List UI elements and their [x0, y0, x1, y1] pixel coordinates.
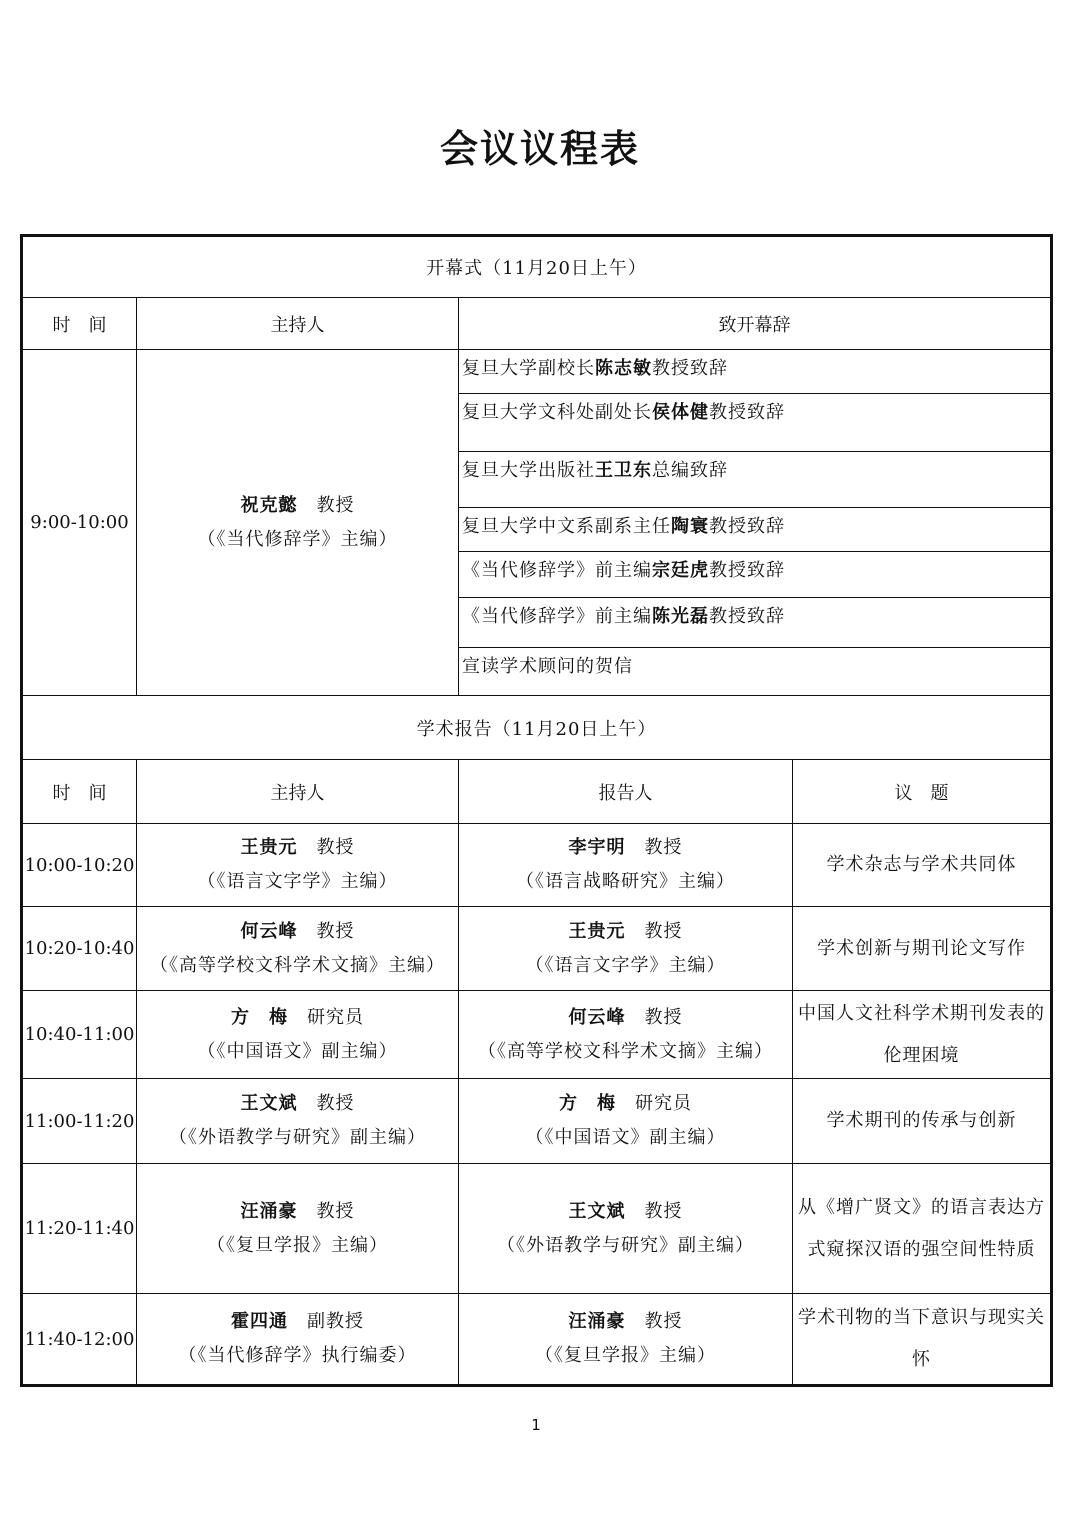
report-host-name: 何云峰 — [240, 920, 298, 942]
report-time: 10:20-10:40 — [22, 907, 137, 991]
opening-header-speech: 致开幕辞 — [459, 298, 1052, 350]
speech-suffix: 教授致辞 — [709, 606, 785, 627]
report-time: 11:40-12:00 — [22, 1294, 137, 1386]
speech-prefix: 宣读学术顾问的贺信 — [462, 656, 633, 677]
speech-speaker-name: 侯体健 — [652, 402, 709, 423]
reports-header-row — [22, 760, 1052, 824]
report-speaker-title: 教授 — [644, 1006, 683, 1028]
reports-header-topic: 议 题 — [793, 760, 1052, 824]
report-host-name: 汪涌豪 — [240, 1200, 298, 1222]
page-number: 1 — [531, 1416, 541, 1434]
report-speaker — [459, 1079, 793, 1164]
opening-section-row — [22, 236, 1052, 298]
speech-prefix: 《当代修辞学》前主编 — [462, 560, 652, 581]
report-host — [137, 991, 459, 1079]
report-host — [137, 907, 459, 991]
report-topic: 学术刊物的当下意识与现实关怀 — [793, 1294, 1052, 1386]
report-speaker-title: 教授 — [644, 1311, 683, 1332]
report-host-name: 王文斌 — [240, 1093, 298, 1114]
reports-section-row — [22, 696, 1052, 760]
report-speaker — [459, 824, 793, 907]
report-time: 11:00-11:20 — [22, 1079, 137, 1164]
report-row — [22, 991, 1052, 1079]
speech-prefix: 复旦大学文科处副处长 — [462, 402, 652, 423]
speech-prefix: 《当代修辞学》前主编 — [462, 606, 652, 627]
report-speaker-affiliation: （《语言战略研究》主编） — [516, 871, 735, 892]
report-time: 10:40-11:00 — [22, 991, 137, 1079]
reports-header-speaker: 报告人 — [459, 760, 793, 824]
report-speaker — [459, 1294, 793, 1386]
report-speaker-name: 汪涌豪 — [568, 1311, 626, 1332]
report-speaker-name: 李宇明 — [568, 837, 626, 858]
report-host-name: 方 梅 — [231, 1006, 288, 1028]
opening-host-affiliation: （《当代修辞学》主编） — [197, 528, 398, 550]
report-speaker-affiliation: （《高等学校文科学术文摘》主编） — [478, 1040, 773, 1062]
report-host — [137, 824, 459, 907]
report-row — [22, 824, 1052, 907]
report-speaker-title: 研究员 — [635, 1093, 692, 1114]
report-speaker-name: 何云峰 — [568, 1006, 626, 1028]
speech-prefix: 复旦大学中文系副系主任 — [462, 516, 671, 537]
opening-host — [137, 350, 459, 696]
report-speaker-affiliation: （《中国语文》副主编） — [525, 1127, 726, 1148]
speech-suffix: 教授致辞 — [709, 560, 785, 581]
report-host-name: 霍四通 — [231, 1311, 288, 1332]
speech-item — [459, 394, 1050, 452]
report-host-title: 教授 — [316, 920, 355, 942]
report-speaker-title: 教授 — [644, 1200, 683, 1222]
report-speaker-title: 教授 — [644, 837, 683, 858]
opening-host-title: 教授 — [316, 494, 355, 516]
report-host-name: 王贵元 — [240, 837, 298, 858]
report-topic: 学术创新与期刊论文写作 — [793, 907, 1052, 991]
speech-speaker-name: 宗廷虎 — [652, 560, 709, 581]
report-row — [22, 1294, 1052, 1386]
opening-speech-cell — [459, 350, 1052, 696]
report-host — [137, 1294, 459, 1386]
speech-prefix: 复旦大学出版社 — [462, 460, 595, 481]
opening-header-host: 主持人 — [137, 298, 459, 350]
report-speaker — [459, 1164, 793, 1294]
opening-time: 9:00-10:00 — [22, 350, 137, 696]
speech-speaker-name: 陈光磊 — [652, 606, 709, 627]
report-speaker-name: 王贵元 — [568, 920, 626, 942]
opening-header-time: 时 间 — [22, 298, 137, 350]
report-rows — [22, 824, 1052, 1386]
report-host — [137, 1079, 459, 1164]
speech-item — [459, 350, 1050, 394]
report-speaker — [459, 907, 793, 991]
report-host-title: 教授 — [316, 837, 355, 858]
report-host-title: 教授 — [316, 1093, 355, 1114]
speech-speaker-name: 陈志敏 — [595, 358, 652, 379]
report-host-title: 教授 — [316, 1200, 355, 1222]
report-host-affiliation: （《复旦学报》主编） — [207, 1234, 388, 1256]
report-row — [22, 1164, 1052, 1294]
report-speaker-affiliation: （《外语教学与研究》副主编） — [497, 1234, 754, 1256]
opening-speech-list — [459, 350, 1050, 695]
speech-prefix: 复旦大学副校长 — [462, 358, 595, 379]
speech-suffix: 总编致辞 — [652, 460, 728, 481]
reports-header-time: 时 间 — [22, 760, 137, 824]
opening-body-row — [22, 350, 1052, 696]
report-speaker-name: 王文斌 — [568, 1200, 626, 1222]
report-speaker — [459, 991, 793, 1079]
speech-item — [459, 598, 1050, 648]
agenda-table — [20, 234, 1053, 1387]
opening-header-row — [22, 298, 1052, 350]
report-host — [137, 1164, 459, 1294]
opening-host-name: 祝克懿 — [240, 494, 298, 516]
report-host-title: 研究员 — [307, 1006, 364, 1028]
report-row — [22, 1079, 1052, 1164]
report-speaker-affiliation: （《复旦学报》主编） — [535, 1345, 716, 1366]
report-time: 10:00-10:20 — [22, 824, 137, 907]
speech-item — [459, 508, 1050, 552]
reports-section-title: 学术报告（11月20日上午） — [22, 696, 1052, 760]
report-row — [22, 907, 1052, 991]
report-topic: 中国人文社科学术期刊发表的伦理困境 — [793, 991, 1052, 1079]
speech-suffix: 教授致辞 — [652, 358, 728, 379]
report-host-affiliation: （《语言文字学》主编） — [197, 871, 398, 892]
report-host-affiliation: （《高等学校文科学术文摘》主编） — [150, 954, 445, 976]
report-topic: 从《增广贤文》的语言表达方式窥探汉语的强空间性特质 — [793, 1164, 1052, 1294]
speech-speaker-name: 陶寰 — [671, 516, 709, 537]
speech-item — [459, 452, 1050, 508]
report-time: 11:20-11:40 — [22, 1164, 137, 1294]
speech-suffix: 教授致辞 — [709, 516, 785, 537]
speech-suffix: 教授致辞 — [709, 402, 785, 423]
report-host-affiliation: （《当代修辞学》执行编委） — [178, 1345, 417, 1366]
report-topic: 学术期刊的传承与创新 — [793, 1079, 1052, 1164]
report-host-title: 副教授 — [307, 1311, 364, 1332]
report-host-affiliation: （《外语教学与研究》副主编） — [169, 1127, 426, 1148]
report-speaker-title: 教授 — [644, 920, 683, 942]
speech-speaker-name: 王卫东 — [595, 460, 652, 481]
report-host-affiliation: （《中国语文》副主编） — [197, 1040, 398, 1062]
report-topic: 学术杂志与学术共同体 — [793, 824, 1052, 907]
opening-section-title: 开幕式（11月20日上午） — [22, 236, 1052, 298]
report-speaker-affiliation: （《语言文字学》主编） — [525, 954, 726, 976]
page-title: 会议议程表 — [439, 127, 640, 171]
report-speaker-name: 方 梅 — [559, 1093, 616, 1114]
speech-item — [459, 648, 1050, 695]
speech-item — [459, 552, 1050, 598]
reports-header-host: 主持人 — [137, 760, 459, 824]
